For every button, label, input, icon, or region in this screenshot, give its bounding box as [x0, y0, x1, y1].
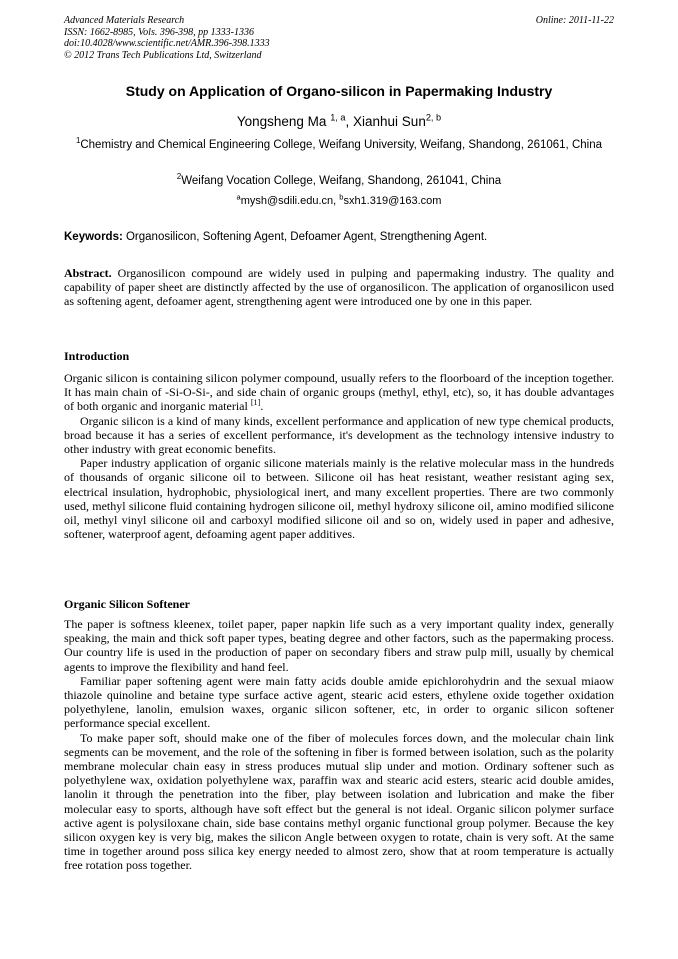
author-2-sup: 2, b [425, 112, 442, 123]
affiliation-1 [64, 138, 614, 152]
abstract-text: Organosilicon compound are widely used in pulping and papermaking industry. The quality and capability of paper sheet are distinctly affected by the use of organosilicon. The application of organosilicon used as softening agent, defoamer agent, strengthening agent were introduced one by one in this paper. [64, 266, 614, 309]
affiliation-2-mark: 2 [176, 172, 182, 182]
issn-line: ISSN: 1662-8985, Vols. 396-398, pp 1333-1336 [64, 26, 254, 38]
introduction-heading: Introduction [64, 349, 130, 363]
abstract-label: Abstract. [64, 266, 112, 280]
journal-header [64, 15, 484, 61]
email-b-mark: b [339, 192, 344, 202]
softener-paragraph-3: To make paper soft, should make one of the fiber of molecules forces down, and the molecular chain link segments can be movement, and the role of the softening in fiber is formed between isolation, such as the polarity membrane molecular chain easy in stress produces mutual slip under and motion. Ordinary softener such as polyethylene wax, oxidation polyethylene wax, paraffin wax and stearic acid esters, stearic acid double amides, lanolin it through the penetration into the fiber, play between isolation and lubrication and make the fiber molecular easy to sports, although have soft effect but the general is not ideal. Organic silicon polymer surface active agent is polysiloxane chain, side base contains methyl organic functional group polymer. Because the key silicon oxygen key is very big, makes the silicon Angle between oxygen to rotate, chain is very soft. At the same time in together around poss silica key energy needed to almost zero, show that at room temperature is actually free rotation poss together. [64, 730, 614, 873]
authors-line [64, 114, 614, 130]
author-separator: , [345, 114, 354, 129]
keywords [64, 230, 614, 244]
intro-p1-text: Organic silicon is containing silicon polymer compound, usually refers to the floorboard of the inception together. It has main chain of -Si-O-Si-, and side chain of organic groups (methyl, ethyl, etc), so, it has double advantages of both organic and inorganic material [64, 371, 614, 414]
intro-paragraph-1 [64, 371, 614, 414]
doi-line: doi:10.4028/www.scientific.net/AMR.396-398.1333 [64, 38, 270, 49]
abstract [64, 266, 614, 309]
email-a: mysh@sdili.edu.cn, [240, 195, 340, 207]
keywords-text: Organosilicon, Softening Agent, Defoamer Agent, Strengthening Agent. [122, 231, 488, 243]
affiliation-1-text: Chemistry and Chemical Engineering College, Weifang University, Weifang, Shandong, 261061, China [80, 139, 602, 151]
softener-section [64, 617, 614, 873]
softener-paragraph-1: The paper is softness kleenex, toilet paper, paper napkin life such as a very important quality index, generally speaking, the main and thick soft paper types, beating degree and other factors, such as the papermaking process. Our country life is used in the production of paper on secondary fibers and straw pulp mill, usually by chemical agents to improve the flexibility and hand feel. [64, 617, 614, 674]
paper-title: Study on Application of Organo-silicon in Papermaking Industry [125, 83, 553, 99]
softener-paragraph-2: Familiar paper softening agent were main fatty acids double amide epichlorohydrin and the sexual miaow thiazole quinoline and betaine type surface active agent, stearic acid esters, ethylene oxide together oxidation polyethylene, lanolin, emulsion waxes, organic silicon softener, etc, in order to organic silicon softener performance special excellent. [64, 673, 614, 731]
affiliation-1-mark: 1 [76, 136, 81, 146]
intro-paragraph-2: Organic silicon is a kind of many kinds, excellent performance and application of new type chemical products, broad because it has a series of excellent performance, it's development as the technology intensive industry to other industry with great economic benefits. [64, 413, 614, 457]
copyright-line: © 2012 Trans Tech Publications Ltd, Switzerland [64, 49, 262, 61]
citation-1: [1] [250, 398, 261, 408]
intro-paragraph-3: Paper industry application of organic silicone materials mainly is the relative molecular mass in the hundreds of thousands of organic silicone oil to between. Silicone oil has heat resistant, weather resistant aging sex, electrical insulation, hydrophobic, physiological inert, and many excellent properties. There are two commonly used, methyl silicone fluid containing hydrogen silicone oil, methyl hydroxy silicone oil, amino modified silicone oil, methyl vinyl silicone oil and carboxyl modified silicone oil and so on, widely used in paper and adhesive, softener, waterproof agent, defoaming agent paper additives. [64, 456, 614, 542]
author-1-name: Yongsheng Ma [236, 114, 327, 129]
keywords-label: Keywords: [64, 231, 123, 243]
affiliation-2 [64, 174, 614, 188]
email-line [64, 192, 614, 208]
author-2-name: Xianhui Sun [353, 114, 426, 129]
intro-p1-end: . [260, 399, 264, 414]
author-1-sup: 1, a [330, 112, 346, 123]
softener-heading: Organic Silicon Softener [64, 597, 190, 611]
email-b: sxh1.319@163.com [343, 195, 442, 207]
introduction-section [64, 371, 614, 541]
journal-name: Advanced Materials Research [64, 15, 185, 26]
email-a-mark: a [236, 192, 241, 202]
online-date: Online: 2011-11-22 [535, 15, 614, 26]
affiliation-2-text: Weifang Vocation College, Weifang, Shandong, 261041, China [181, 175, 502, 187]
